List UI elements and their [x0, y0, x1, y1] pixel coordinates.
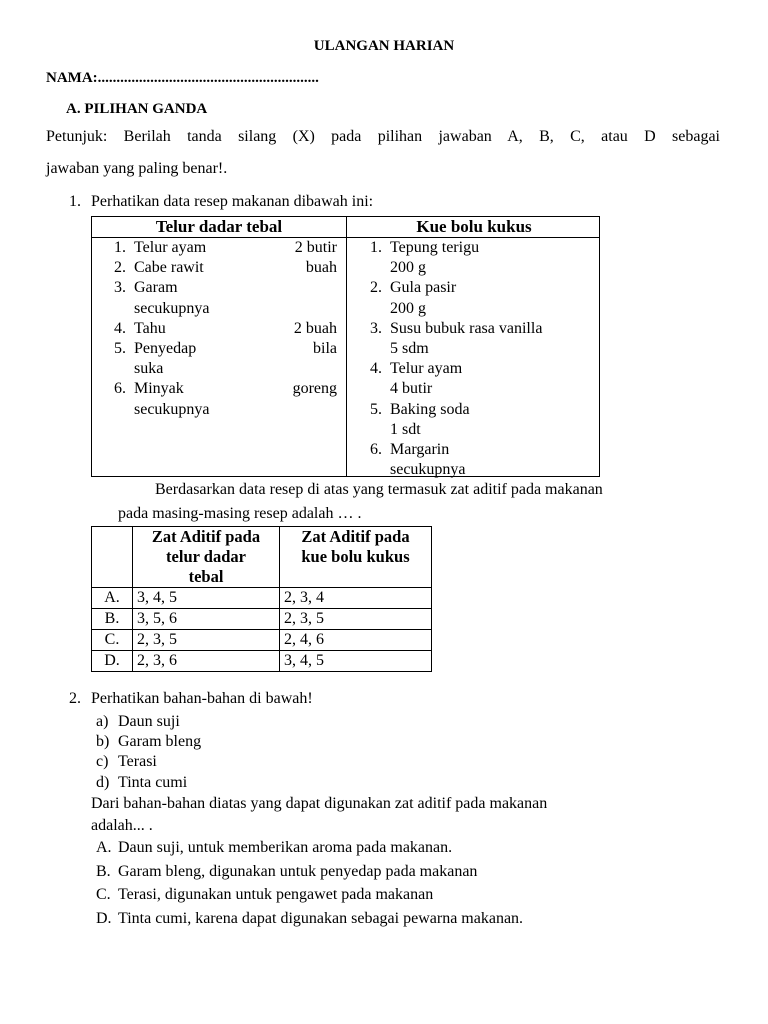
table-row — [92, 651, 432, 672]
answer-header-empty — [92, 527, 133, 588]
answer-header-kue-line: kue bolu kukus — [301, 547, 410, 566]
list-item — [96, 732, 201, 752]
telur-item-number: 5. — [114, 340, 126, 357]
page-title: ULANGAN HARIAN — [313, 38, 455, 54]
telur-item-name: secukupnya — [134, 400, 210, 418]
option-label: A. — [96, 839, 112, 856]
section-heading: A. PILIHAN GANDA — [66, 101, 208, 117]
instructions — [46, 121, 720, 185]
answer-options — [96, 836, 523, 930]
table-row — [92, 609, 432, 630]
answer-header-telur-line: telur dadar — [166, 547, 246, 566]
recipe-header-telur: Telur dadar tebal — [155, 217, 283, 236]
kue-item-number: 4. — [370, 360, 382, 378]
telur-item-quantity: bila — [313, 340, 337, 357]
answer-header-telur — [133, 527, 280, 588]
kue-item-text: 200 g — [390, 259, 426, 277]
kue-item-text: Gula pasir — [390, 279, 457, 297]
answer-header-kue-line: Zat Aditif pada — [301, 527, 410, 546]
option-label: C. — [92, 630, 133, 651]
telur-answer: 3, 4, 5 — [133, 588, 280, 609]
telur-item-number: 1. — [114, 239, 126, 256]
question-2-number: 2. — [69, 690, 81, 707]
kue-item-number: 6. — [370, 441, 382, 458]
option-text: Terasi, digunakan untuk pengawet pada makanan — [118, 886, 434, 903]
kue-answer: 2, 3, 4 — [280, 588, 432, 609]
table-row — [92, 630, 432, 651]
kue-item-text: Susu bubuk rasa vanilla — [390, 319, 543, 337]
kue-item-number: 5. — [370, 400, 382, 418]
telur-item-quantity: 2 buah — [293, 319, 337, 337]
item-text: Daun suji — [118, 713, 180, 730]
option-item[interactable] — [96, 860, 523, 884]
question-2-text-line-1: Dari bahan-bahan diatas yang dapat digunakan zat aditif pada makanan — [91, 795, 548, 812]
kue-item-text: 5 sdm — [390, 340, 429, 357]
item-label: c) — [96, 753, 109, 771]
telur-answer: 2, 3, 5 — [133, 630, 280, 651]
kue-item-text: Telur ayam — [390, 360, 463, 378]
item-text: Tinta cumi — [118, 773, 188, 791]
name-field-label: NAMA:........................................................... — [46, 70, 319, 86]
option-label: A. — [92, 588, 133, 609]
kue-item-number: 3. — [370, 319, 382, 337]
question-2-prompt: Perhatikan bahan-bahan di bawah! — [91, 690, 313, 707]
item-label: b) — [96, 733, 110, 751]
answer-header-kue — [280, 527, 432, 588]
option-item[interactable] — [96, 907, 523, 931]
item-text: Terasi — [118, 753, 157, 771]
kue-item-text: 1 sdt — [390, 420, 421, 438]
telur-item-number: 3. — [114, 279, 126, 297]
kue-item-number: 2. — [370, 279, 382, 297]
telur-item-quantity: 2 butir — [294, 239, 337, 256]
answer-header-telur-line: Zat Aditif pada — [151, 527, 261, 546]
telur-item-name: Cabe rawit — [134, 259, 204, 277]
item-label: a) — [96, 713, 109, 730]
telur-item-name: Garam — [134, 279, 178, 297]
answer-table — [91, 526, 432, 672]
option-item[interactable] — [96, 836, 523, 860]
option-text: Daun suji, untuk memberikan aroma pada makanan. — [118, 839, 453, 856]
kue-item-text: secukupnya — [390, 461, 466, 479]
list-item — [96, 712, 201, 732]
telur-item-quantity: goreng — [292, 380, 337, 398]
instruction-line-2: jawaban yang paling benar!. — [46, 160, 228, 177]
option-text: Garam bleng, digunakan untuk penyedap pada makanan — [118, 862, 478, 880]
list-item — [96, 773, 201, 793]
telur-answer: 2, 3, 6 — [133, 651, 280, 672]
question-1-number: 1. — [69, 193, 81, 210]
recipe-column-divider — [346, 217, 347, 476]
telur-item-number: 6. — [114, 380, 126, 398]
telur-item-name: Minyak — [134, 380, 184, 398]
recipe-header-kue: Kue bolu kukus — [416, 217, 532, 236]
telur-answer: 3, 5, 6 — [133, 609, 280, 630]
telur-item-number: 4. — [114, 319, 126, 337]
kue-item-number: 1. — [370, 239, 382, 256]
option-text: Tinta cumi, karena dapat digunakan sebagai pewarna makanan. — [118, 909, 524, 927]
item-label: d) — [96, 773, 110, 791]
option-item[interactable] — [96, 883, 523, 907]
telur-item-quantity: buah — [305, 259, 337, 277]
kue-answer: 3, 4, 5 — [280, 651, 432, 672]
instruction-line-1: Petunjuk: Berilah tanda silang (X) pada pilihan jawaban A, B, C, atau D sebagai — [46, 128, 720, 145]
question-1-prompt: Perhatikan data resep makanan dibawah ini: — [91, 193, 374, 210]
item-text: Garam bleng — [118, 733, 202, 751]
ingredient-list — [96, 712, 201, 793]
question-2-text-line-2: adalah... . — [91, 817, 153, 834]
answer-table-header — [92, 527, 432, 588]
recipe-table — [91, 216, 600, 477]
option-label: D. — [92, 651, 133, 672]
telur-item-name: Tahu — [134, 319, 166, 337]
question-1-text-line-2: pada masing-masing resep adalah … . — [118, 505, 362, 522]
telur-item-name: Telur ayam — [134, 239, 207, 256]
telur-item-name: suka — [134, 360, 164, 378]
telur-item-name: secukupnya — [134, 299, 210, 317]
kue-item-text: 4 butir — [390, 380, 433, 398]
option-label: B. — [96, 862, 111, 880]
kue-item-text: Tepung terigu — [390, 239, 480, 256]
telur-item-name: Penyedap — [134, 340, 197, 357]
list-item — [96, 752, 201, 772]
kue-item-text: Margarin — [390, 441, 450, 458]
kue-answer: 2, 4, 6 — [280, 630, 432, 651]
table-row — [92, 588, 432, 609]
option-label: D. — [96, 909, 112, 927]
question-1-text-line-1: Berdasarkan data resep di atas yang termasuk zat aditif pada makanan — [155, 481, 603, 498]
telur-item-number: 2. — [114, 259, 126, 277]
option-label: B. — [92, 609, 133, 630]
option-label: C. — [96, 886, 111, 903]
kue-answer: 2, 3, 5 — [280, 609, 432, 630]
kue-item-text: Baking soda — [390, 400, 470, 418]
answer-header-telur-line: tebal — [188, 567, 224, 586]
kue-item-text: 200 g — [390, 299, 426, 317]
